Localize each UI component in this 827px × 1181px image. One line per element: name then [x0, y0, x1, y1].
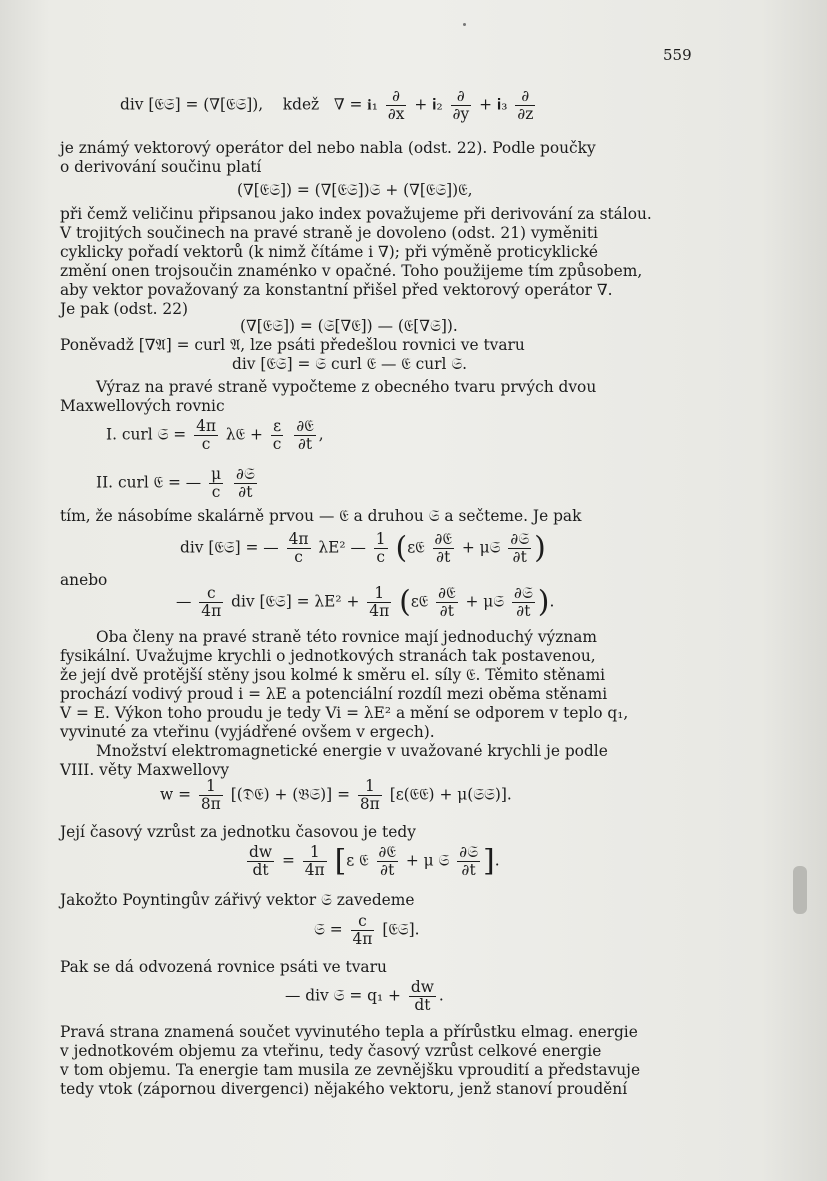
text-line: Maxwellových rovnic: [60, 397, 225, 415]
text-line: fysikální. Uvažujme krychli o jednotkových stranách tak postavenou,: [60, 647, 596, 665]
equation-maxwell-2: II. curl 𝔈 = — $\frac{\mu}{c}$ $\frac{\text{∂𝔖}}{\partial t}$: [96, 465, 255, 501]
text-line: Jakožto Poyntingův zářivý vektor 𝔖 zavedeme: [60, 891, 415, 909]
equation-triple-product: (∇[𝔈𝔖]) = (𝔖[∇𝔈]) — (𝔈[∇𝔖]).: [240, 317, 458, 335]
equation-maxwell-1: I. curl 𝔖 = $\frac{4\pi}{c}$ λ𝔈 + $\frac{\varepsilon}{c}$ $\frac{\text{∂𝔈}}{\partial t}$ ,: [106, 417, 324, 453]
text-line: Poněvadž [∇𝔄] = curl 𝔄, lze psáti předešlou rovnici ve tvaru: [60, 336, 525, 354]
equation-divergence: div [𝔈𝔖] = — $\frac{4\pi}{c}$ λE² — $\frac{1}{c}$ (ε𝔈 $\frac{\text{∂𝔈}}{\partial t}$ + μ𝔖 $\frac{\text{∂𝔖}}{\partial t}$ ): [180, 530, 546, 566]
text-line: Je pak (odst. 22): [60, 300, 188, 318]
text-line: prochází vodivý proud i = λE a potenciální rozdíl mezi oběma stěnami: [60, 685, 608, 703]
margin-mark: [793, 866, 807, 914]
equation-poynting: 𝔖 = $\frac{c}{4\pi}$ [𝔈𝔖].: [314, 912, 420, 948]
text-line: Oba členy na pravé straně této rovnice mají jednoduchý význam: [96, 628, 598, 646]
text-line: Pak se dá odvozená rovnice psáti ve tvaru: [60, 958, 387, 976]
equation-product-rule: (∇[𝔈𝔖]) = (∇[𝔈𝔖])𝔖 + (∇[𝔈𝔖])𝔈,: [237, 181, 473, 199]
text-line: je známý vektorový operátor del nebo nabla (odst. 22). Podle poučky: [60, 139, 596, 157]
text-line: Množství elektromagnetické energie v uvažované krychli je podle: [96, 742, 608, 760]
text-line: aby vektor považovaný za konstantní přišel před vektorový operátor ∇.: [60, 281, 613, 299]
text-line: V = E. Výkon toho proudu je tedy Vi = λE² a mění se odporem v teplo q₁,: [60, 704, 629, 722]
equation-energy-rate: $\frac{dw}{dt}$ = $\frac{1}{4\pi}$ [ε 𝔈 $\frac{\text{∂𝔈}}{\partial t}$ + μ 𝔖 $\frac{\text{∂𝔖}}{\partial t}$ ].: [249, 843, 500, 879]
equation-div-curl: div [𝔈𝔖] = 𝔖 curl 𝔈 — 𝔈 curl 𝔖.: [232, 355, 468, 373]
text-line: že její dvě protější stěny jsou kolmé k směru el. síly 𝔈. Těmito stěnami: [60, 666, 606, 684]
equation-energy: w = $\frac{1}{8\pi}$ [(𝔇𝔈) + (𝔅𝔖)] = $\frac{1}{8\pi}$ [ε(𝔈𝔈) + μ(𝔖𝔖)].: [160, 777, 512, 813]
text-line: Její časový vzrůst za jednotku časovou je tedy: [60, 823, 416, 841]
speck: [463, 23, 466, 26]
text-line: tedy vtok (zápornou divergenci) nějakého vektoru, jenž stanoví proudění: [60, 1080, 628, 1098]
text-line: při čemž veličinu připsanou jako index považujeme při derivování za stálou.: [60, 205, 652, 223]
equation-divergence-2: — $\frac{c}{4\pi}$ div [𝔈𝔖] = λE² + $\frac{1}{4\pi}$ (ε𝔈 $\frac{\text{∂𝔈}}{\partial t}$ + μ𝔖 $\frac{\text{∂𝔖}}{\partial t}$ ).: [176, 584, 555, 620]
text-line: tím, že násobíme skalárně prvou — 𝔈 a druhou 𝔖 a sečteme. Je pak: [60, 507, 582, 525]
text-line: Výraz na pravé straně vypočteme z obecného tvaru prvých dvou: [96, 378, 597, 396]
text-line: o derivování součinu platí: [60, 158, 262, 176]
text-line: změní onen trojsoučin znaménko v opačné. Toho použijeme tím způsobem,: [60, 262, 643, 280]
text-line: Pravá strana znamená součet vyvinutého tepla a přírůstku elmag. energie: [60, 1023, 638, 1041]
equation-continuity: — div 𝔖 = q₁ + $\frac{dw}{dt}$ .: [285, 978, 444, 1014]
text-line: v jednotkovém objemu za vteřinu, tedy časový vzrůst celkové energie: [60, 1042, 602, 1060]
page-number: 559: [663, 46, 692, 64]
text-line: cyklicky pořadí vektorů (k nimž čítáme i ∇); při výměně proticyklické: [60, 243, 599, 261]
text-line: V trojitých součinech na pravé straně je dovoleno (odst. 21) vyměniti: [60, 224, 598, 242]
text-line: vyvinuté za vteřinu (vyjádřené ovšem v ergech).: [60, 723, 435, 741]
text-line: VIII. věty Maxwellovy: [60, 761, 230, 779]
equation-div-nabla: div [𝔈𝔖] = (∇[𝔈𝔖]), kdež ∇ = 𝐢₁ $\frac{\partial}{\partial x}$ + 𝐢₂ $\frac{\partial}{\partial y}$ + 𝐢₃ $\frac{\partial}{\partial z}$: [120, 87, 534, 123]
text-line: v tom objemu. Ta energie tam musila ze zevnějšku vproudití a představuje: [60, 1061, 641, 1079]
text-line: anebo: [60, 571, 108, 589]
